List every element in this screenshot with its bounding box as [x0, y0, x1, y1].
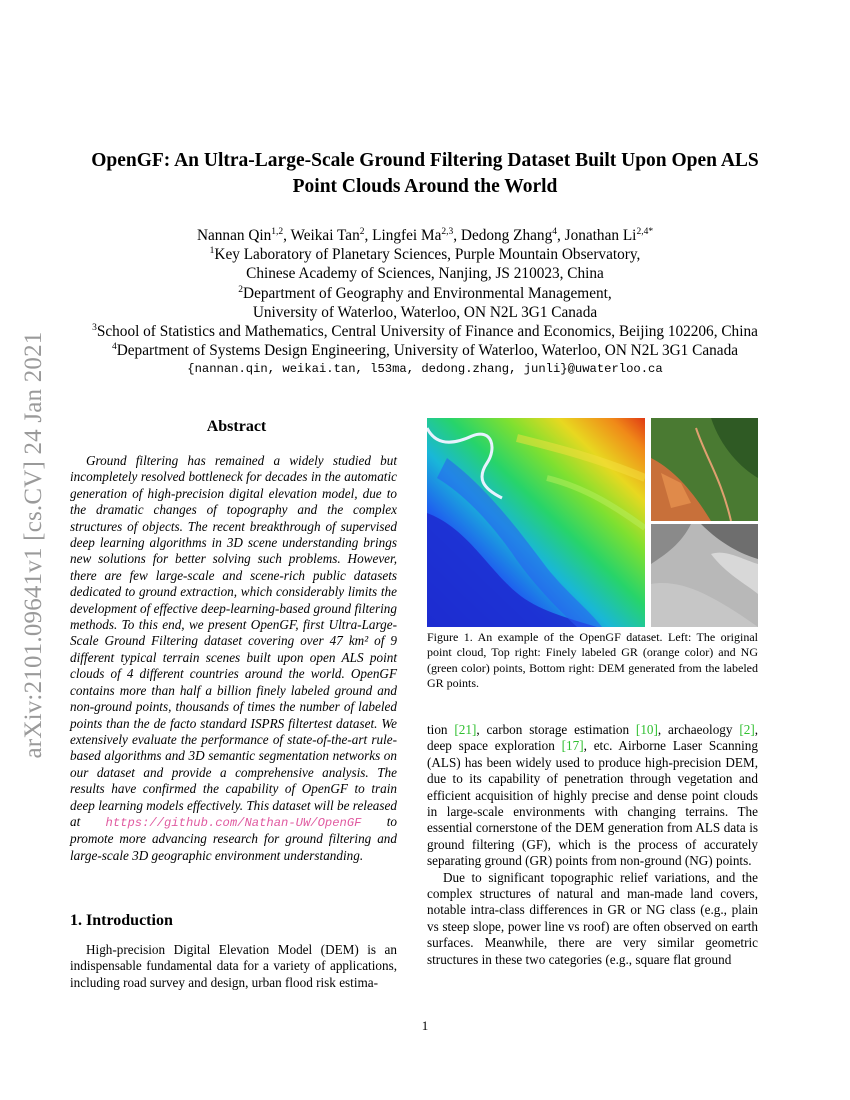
affiliation-1b: Chinese Academy of Sciences, Nanjing, JS 210023, China [246, 265, 604, 283]
author-name: , Weikai Tan [283, 227, 360, 244]
aff-sup: 1 [209, 246, 215, 257]
author-emails: {nannan.qin, weikai.tan, l53ma, dedong.zhang, junli}@uwaterloo.ca [187, 362, 663, 377]
author-name: Nannan Qin [196, 227, 272, 244]
aff-text: School of Statistics and Mathematics, Central University of Finance and Economics, Beijing 102206, China [96, 323, 758, 341]
affiliation-4 [0, 341, 850, 360]
text-span: , carbon storage estimation [476, 722, 636, 737]
text-span: , etc. Airborne Laser Scanning (ALS) has been widely used to produce high-precision DEM, due to its capability of penetration through vegetation and efficient acquisition of highly precise and dense point clouds in large-scale environments with changing terrains. The essential cornerstone of the DEM generation from ALS data is ground filtering (GF), which is the process of accurately separating ground (GR) points from non-ground (NG) points. [427, 738, 758, 869]
author-name: , Lingfei Ma [364, 227, 442, 244]
abstract-heading: Abstract [206, 418, 267, 435]
aff-text: Key Laboratory of Planetary Sciences, Purple Mountain Observatory, [214, 246, 641, 264]
author-line [0, 226, 850, 245]
citation-link[interactable]: [21] [454, 722, 477, 737]
text-span: , archaeology [657, 722, 740, 737]
figure-labeled-points-image [651, 418, 758, 521]
abstract-tail: to promote more advancing research for ground filtering and large-scale 3D geographic environment understanding. [70, 813, 398, 863]
author-block [0, 226, 850, 380]
title-line-1: OpenGF: An Ultra-Large-Scale Ground Filtering Dataset Built Upon Open ALS [91, 150, 759, 171]
figure-1 [427, 418, 758, 627]
aff-text: Department of Geography and Environmental Management, [243, 284, 612, 302]
aff-text: Department of Systems Design Engineering, University of Waterloo, Waterloo, ON N2L 3G1 Canada [116, 342, 739, 360]
abstract-body [70, 453, 397, 864]
author-sup: 2 [359, 226, 365, 237]
intro-text: High-precision Digital Elevation Model (DEM) is an indispensable fundamental data for a variety of applications, including road survey and design, urban flood risk estima- [70, 942, 397, 990]
affiliation-3 [0, 322, 850, 341]
figure-point-cloud-image [427, 418, 645, 627]
page-number: 1 [421, 1018, 429, 1033]
affiliation-1 [0, 245, 850, 264]
author-sup: 2,4* [636, 226, 654, 237]
paragraph: Due to significant topographic relief variations, and the complex structures of natural and man-made land covers, notable intra-class differences in GR or NG class (e.g., plain vs steep slope, power line vs roof) are often observed on earth surfaces. Meanwhile, there are very similar geometric structures in these two categories (e.g., square flat ground [427, 869, 758, 967]
text-span: , deep space exploration [427, 722, 759, 754]
github-link[interactable]: https://github.com/Nathan-UW/OpenGF [105, 815, 362, 830]
author-name: , Jonathan Li [556, 227, 637, 244]
author-name: , Dedong Zhang [453, 227, 553, 244]
affiliation-2 [0, 284, 850, 303]
citation-link[interactable]: [10] [635, 722, 658, 737]
text-span: tion [427, 722, 455, 737]
citation-link[interactable]: [17] [561, 738, 584, 754]
title-line-2: Point Clouds Around the World [292, 176, 558, 197]
figure-caption: Figure 1. An example of the OpenGF dataset. Left: The original point cloud, Top right: Finely labeled GR (orange color) and NG (green color) points, Bottom right: DEM generated from the labeled GR points. [427, 630, 758, 691]
aff-sup: 4 [111, 342, 117, 353]
right-column-text [427, 722, 758, 968]
author-sup: 2,3 [441, 226, 454, 237]
aff-sup: 2 [238, 284, 244, 295]
citation-link[interactable]: [2] [739, 722, 755, 737]
author-sup: 4 [552, 226, 557, 237]
figure-dem-image [651, 524, 758, 627]
intro-heading: 1. Introduction [70, 912, 173, 929]
paper-title [0, 148, 850, 200]
arxiv-stamp-text: arXiv:2101.09641v1 [cs.CV] 24 Jan 2021 [20, 331, 47, 759]
paragraph [427, 722, 758, 870]
abstract-text: Ground filtering has remained a widely studied but incompletely resolved bottleneck for decades in the automatic generation of high-precision digital elevation model, due to the dramatic changes of topography and the complex structures of objects. The recent breakthrough of supervised deep learning algorithms in 3D scene understanding brings new solutions for better solving such problems. However, there are few large-scale and scene-rich public datasets dedicated to ground extraction, which considerably limits the development of effective deep-learning-based ground filtering methods. To this end, we present OpenGF, first Ultra-Large-Scale Ground Filtering dataset covering over 47 km² of 9 different typical terrain scenes built upon open ALS point clouds of 4 different countries around the world. OpenGF contains more than half a billion finely labeled ground and non-ground points, thousands of times the number of labeled points than the de facto standard ISPRS filtertest dataset. We extensively evaluate the performance of state-of-the-art rule-based algorithms and 3D semantic segmentation networks on our dataset and provide a comprehensive analysis. The results have confirmed the capability of OpenGF to train deep learning models effectively. This dataset will be released at [70, 453, 397, 829]
author-sup: 1,2 [271, 226, 284, 237]
aff-sup: 3 [92, 322, 97, 333]
affiliation-2b: University of Waterloo, Waterloo, ON N2L 3G1 Canada [252, 303, 598, 321]
